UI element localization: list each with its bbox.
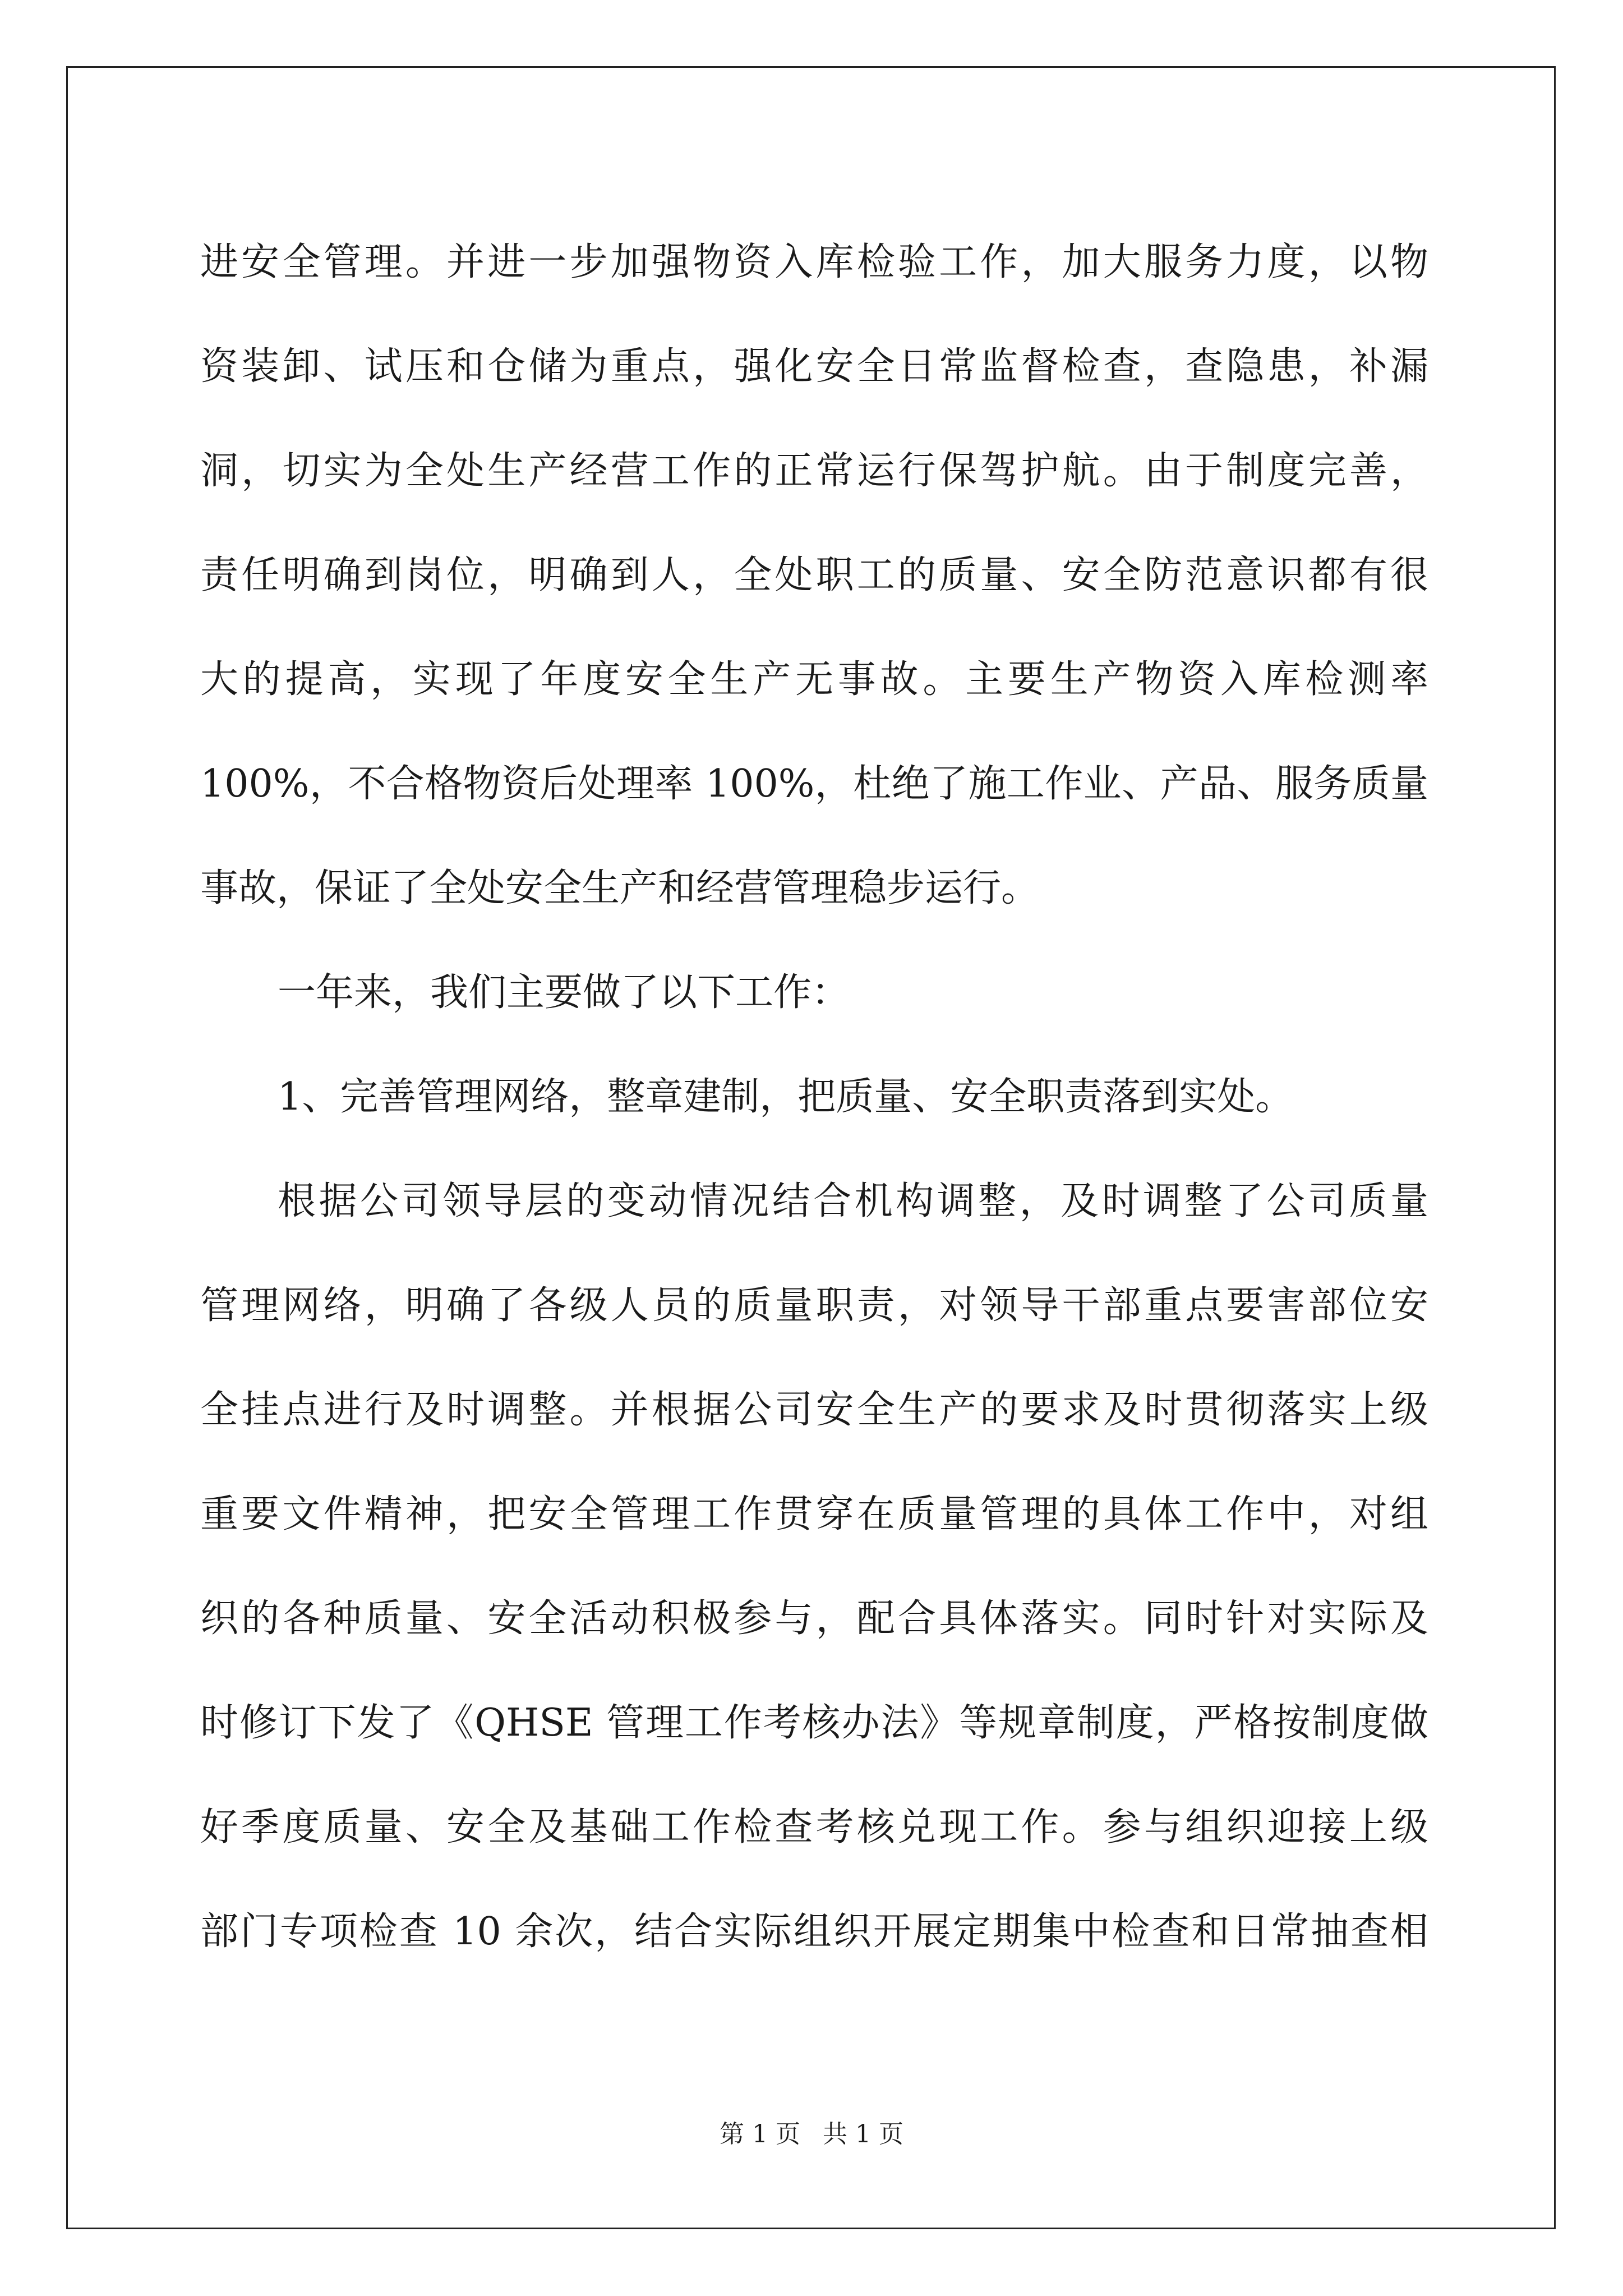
- page-total: 共 1 页: [823, 2120, 903, 2148]
- text-line: 责任明确到岗位，明确到人，全处职工的质量、安全防范意识都有很: [200, 553, 1428, 597]
- text-line: 重要文件精神，把安全管理工作贯穿在质量管理的具体工作中，对组: [200, 1492, 1428, 1536]
- text-line: 根据公司领导层的变动情况结合机构调整，及时调整了公司质量: [278, 1179, 1428, 1223]
- text-line: 全挂点进行及时调整。并根据公司安全生产的要求及时贯彻落实上级: [200, 1388, 1428, 1432]
- text-line: 织的各种质量、安全活动积极参与，配合具体落实。同时针对实际及: [200, 1596, 1428, 1641]
- text-line: 管理网络，明确了各级人员的质量职责，对领导干部重点要害部位安: [200, 1283, 1428, 1328]
- text-line: 100%，不合格物资后处理率 100%，杜绝了施工作业、产品、服务质量: [200, 762, 1428, 806]
- text-line: 一年来，我们主要做了以下工作：: [278, 970, 850, 1015]
- text-line: 好季度质量、安全及基础工作检查考核兑现工作。参与组织迎接上级: [200, 1805, 1428, 1849]
- text-line: 大的提高，实现了年度安全生产无事故。主要生产物资入库检测率: [200, 657, 1428, 702]
- section-heading: 1、完善管理网络，整章建制，把质量、安全职责落到实处。: [278, 1075, 1294, 1119]
- document-body: [200, 210, 1428, 1984]
- text-line: 资装卸、试压和仓储为重点，强化安全日常监督检查，查隐患，补漏: [200, 344, 1428, 389]
- text-line: 部门专项检查 10 余次，结合实际组织开展定期集中检查和日常抽查相: [200, 1910, 1428, 1954]
- text-line: 事故，保证了全处安全生产和经营管理稳步运行。: [200, 866, 1040, 910]
- text-line: 时修订下发了《QHSE 管理工作考核办法》等规章制度，严格按制度做: [200, 1701, 1428, 1745]
- text-line: 洞，切实为全处生产经营工作的正常运行保驾护航。由于制度完善，: [200, 449, 1428, 493]
- page-number: 第 1 页: [720, 2120, 800, 2148]
- page-footer: [0, 2118, 1623, 2151]
- text-line: 进安全管理。并进一步加强物资入库检验工作，加大服务力度，以物: [200, 240, 1428, 284]
